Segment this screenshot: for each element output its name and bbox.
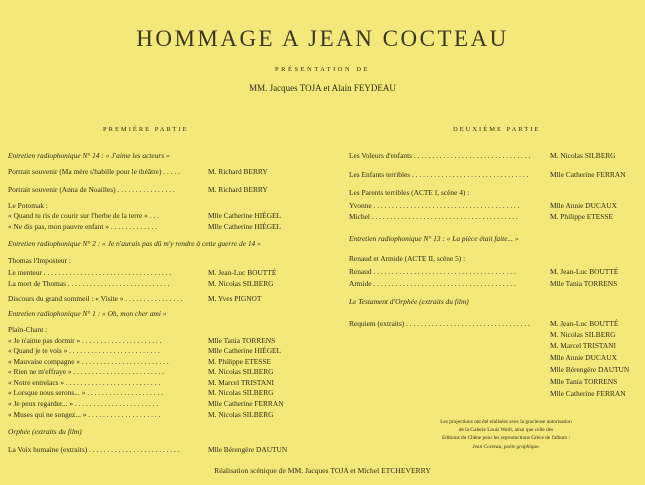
performer-name: M. Jean-Luc BOUTTÉ: [550, 267, 619, 276]
performer-name: Mlle Tania TORRENS: [550, 377, 618, 386]
right-row: [349, 150, 645, 161]
program-item: Plain-Chant :: [8, 325, 48, 334]
performer-name: M. Nicolas SILBERG: [550, 151, 616, 160]
performer-name: M. Nicolas SILBERG: [208, 367, 274, 376]
left-row: [8, 324, 328, 335]
program-item: La mort de Thomas . . . . . . . . . . . . . . . . . . . . . . . . . . . .: [8, 279, 170, 288]
program-item: Renaud . . . . . . . . . . . . . . . . . . . . . . . . . . . . . . . . . . . . . . .: [349, 267, 516, 276]
program-item: Les Enfants terribles . . . . . . . . . . . . . . . . . . . . . . . . . . . . . . . .: [349, 170, 529, 179]
program-item: Les Voleurs d'enfants . . . . . . . . . . . . . . . . . . . . . . . . . . . . . . . .: [349, 151, 531, 160]
program-item: « Rien ne m'effraye » . . . . . . . . . . . . . . . . . . . . . . . . .: [8, 367, 164, 376]
left-row: [8, 166, 328, 177]
right-row: [349, 211, 645, 222]
performer-name: Mlle Tania TORRENS: [208, 336, 276, 345]
credits-notice: [396, 418, 616, 451]
performer-name: Mlle Catherine FERRAN: [550, 170, 626, 179]
right-row: [349, 364, 645, 375]
notice-line: Jean Cocteau, poète graphique.: [472, 443, 540, 450]
program-item: « Lorsque nous serons... » . . . . . . . . . . . . . . . . . . . . .: [8, 388, 163, 397]
left-row: [8, 293, 328, 304]
presenters: MM. Jacques TOJA et Alain FEYDEAU: [249, 83, 396, 93]
left-row: [8, 184, 328, 195]
program-item: « Ne dis pas, mon pauvre enfant » . . . . . . . . . . . . .: [8, 222, 158, 231]
program-item: « Quand tu ris de courir sur l'herbe de la terre » . . .: [8, 211, 159, 220]
page-title: HOMMAGE A JEAN COCTEAU: [136, 26, 509, 51]
program-item: Thomas l'Imposteur :: [8, 256, 71, 265]
program-item: La Voix humaine (extraits) . . . . . . . . . . . . . . . . . . . . . . . . .: [8, 445, 180, 454]
left-row: [8, 426, 328, 437]
left-row: [8, 345, 328, 356]
program-item: Armide . . . . . . . . . . . . . . . . . . . . . . . . . . . . . . . . . . . . . . .: [349, 279, 516, 288]
left-row: [8, 267, 328, 278]
performer-name: M. Nicolas SILBERG: [208, 279, 274, 288]
performer-name: Mlle Catherine HIÉGEL: [208, 222, 282, 231]
right-row: [349, 352, 645, 363]
performer-name: M. Nicolas SILBERG: [208, 388, 274, 397]
program-item: Le Potomak :: [8, 201, 48, 210]
program-item: « Quand je te vois » . . . . . . . . . . . . . . . . . . . . . . . . .: [8, 346, 160, 355]
first-part-heading: PREMIÈRE PARTIE: [103, 126, 189, 133]
performer-name: M. Jean-Luc BOUTTÉ: [208, 268, 277, 277]
left-row: [8, 278, 328, 289]
performer-name: M. Philippe ETESSE: [208, 357, 272, 366]
right-row: [349, 296, 645, 307]
right-row: [349, 329, 645, 340]
program-item: Le menteur . . . . . . . . . . . . . . . . . . . . . . . . . . . . . . . . . . .: [8, 268, 172, 277]
performer-name: M. Marcel TRISTANI: [208, 378, 274, 387]
left-row: [8, 238, 328, 249]
left-row: [8, 150, 328, 161]
right-row: [349, 200, 645, 211]
program-item: Orphée (extraits du film): [8, 427, 82, 436]
left-row: [8, 444, 328, 455]
program-item: « Je n'aime pas dormir » . . . . . . . . . . . . . . . . . . . . . .: [8, 336, 162, 345]
performer-name: M. Nicolas SILBERG: [550, 330, 616, 339]
right-row: [349, 278, 645, 289]
performer-name: Mlle Bérengère DAUTUN: [550, 365, 630, 374]
program-item: « Je peux regarder... » . . . . . . . . . . . . . . . . . . . . . . .: [8, 399, 159, 408]
right-row: [349, 266, 645, 277]
footer-credit: Réalisation scénique de MM. Jacques TOJA et Michel ETCHEVERRY: [214, 466, 431, 475]
left-row: [8, 308, 328, 319]
performer-name: M. Nicolas SILBERG: [208, 410, 274, 419]
program-item: Michel . . . . . . . . . . . . . . . . . . . . . . . . . . . . . . . . . . . . . . . .: [349, 212, 518, 221]
program-item: Entretien radiophonique N° 2 : « Je n'aurais pas dû m'y rendre à cette guerre de 14 »: [8, 239, 261, 248]
notice-line: Les projections ont été réalisées avec la gracieuse autorisation: [440, 419, 572, 425]
left-row: [8, 366, 328, 377]
right-row: [349, 376, 645, 387]
right-row: [349, 233, 645, 244]
notice-line: de la Galerie Louis Weill, ainsi que celle des: [458, 427, 554, 434]
second-part-heading: DEUXIÈME PARTIE: [453, 126, 541, 133]
program-item: Entretien radiophonique N° 14 : « J'aime les acteurs »: [8, 151, 170, 160]
performer-name: Mlle Bérengère DAUTUN: [208, 445, 288, 454]
program-item: Portrait souvenir (Ma mère s'habille pour le théâtre) . . . . .: [8, 167, 180, 176]
presentation-label: PRÉSENTATION DE: [275, 66, 370, 73]
left-row: [8, 210, 328, 221]
notice-line: Editions du Chêne pour les reproductions Grèce de l'album :: [442, 435, 570, 442]
program-item: Requiem (extraits) . . . . . . . . . . . . . . . . . . . . . . . . . . . . . . . . . .: [349, 319, 530, 328]
program-item: Yvonne . . . . . . . . . . . . . . . . . . . . . . . . . . . . . . . . . . . . . . . .: [349, 201, 520, 210]
program-item: Entretien radiophonique N° 1 : « Oh, mon cher ami »: [8, 309, 167, 318]
program-item: « Mauvaise compagne » . . . . . . . . . . . . . . . . . . . . . . . .: [8, 357, 169, 366]
right-row: [349, 318, 645, 329]
program-item: Portrait souvenir (Anna de Noailles) . . . . . . . . . . . . . . . .: [8, 185, 175, 194]
left-row: [8, 398, 328, 409]
performer-name: Mlle Tania TORRENS: [550, 279, 618, 288]
performer-name: M. Yves PIGNOT: [208, 294, 262, 303]
right-row: [349, 388, 645, 399]
left-row: [8, 255, 328, 266]
performer-name: Mlle Annie DUCAUX: [550, 201, 617, 210]
right-row: [349, 187, 645, 198]
performer-name: Mlle Annie DUCAUX: [550, 353, 617, 362]
performer-name: Mlle Catherine FERRAN: [550, 389, 626, 398]
performer-name: Mlle Catherine HIÉGEL: [208, 346, 282, 355]
performer-name: M. Richard BERRY: [208, 185, 268, 194]
left-row: [8, 387, 328, 398]
program-item: « Notre entrelacs » . . . . . . . . . . . . . . . . . . . . . . . . . .: [8, 378, 161, 387]
program-item: Discours du grand sommeil : « Visite » . . . . . . . . . . . . . . . .: [8, 294, 183, 303]
program-item: Les Parents terribles (ACTE I, scène 4) :: [349, 188, 470, 197]
performer-name: M. Philippe ETESSE: [550, 212, 614, 221]
right-row: [349, 169, 645, 180]
program-item: « Muses qui ne songez... » . . . . . . . . . . . . . . . . . . . .: [8, 410, 161, 419]
program-item: Le Testament d'Orphée (extraits du film): [349, 297, 469, 306]
program-item: Renaud et Armide (ACTE II, scène 5) :: [349, 254, 466, 263]
performer-name: M. Jean-Luc BOUTTÉ: [550, 319, 619, 328]
performer-name: Mlle Catherine FERRAN: [208, 399, 284, 408]
performer-name: M. Marcel TRISTANI: [550, 341, 616, 350]
performer-name: Mlle Catherine HIÉGEL: [208, 211, 282, 220]
right-row: [349, 340, 645, 351]
left-row: [8, 409, 328, 420]
performer-name: M. Richard BERRY: [208, 167, 268, 176]
program-item: Entretien radiophonique N° 13 : « La pièce était faite... »: [349, 234, 519, 243]
right-row: [349, 253, 645, 264]
left-row: [8, 221, 328, 232]
